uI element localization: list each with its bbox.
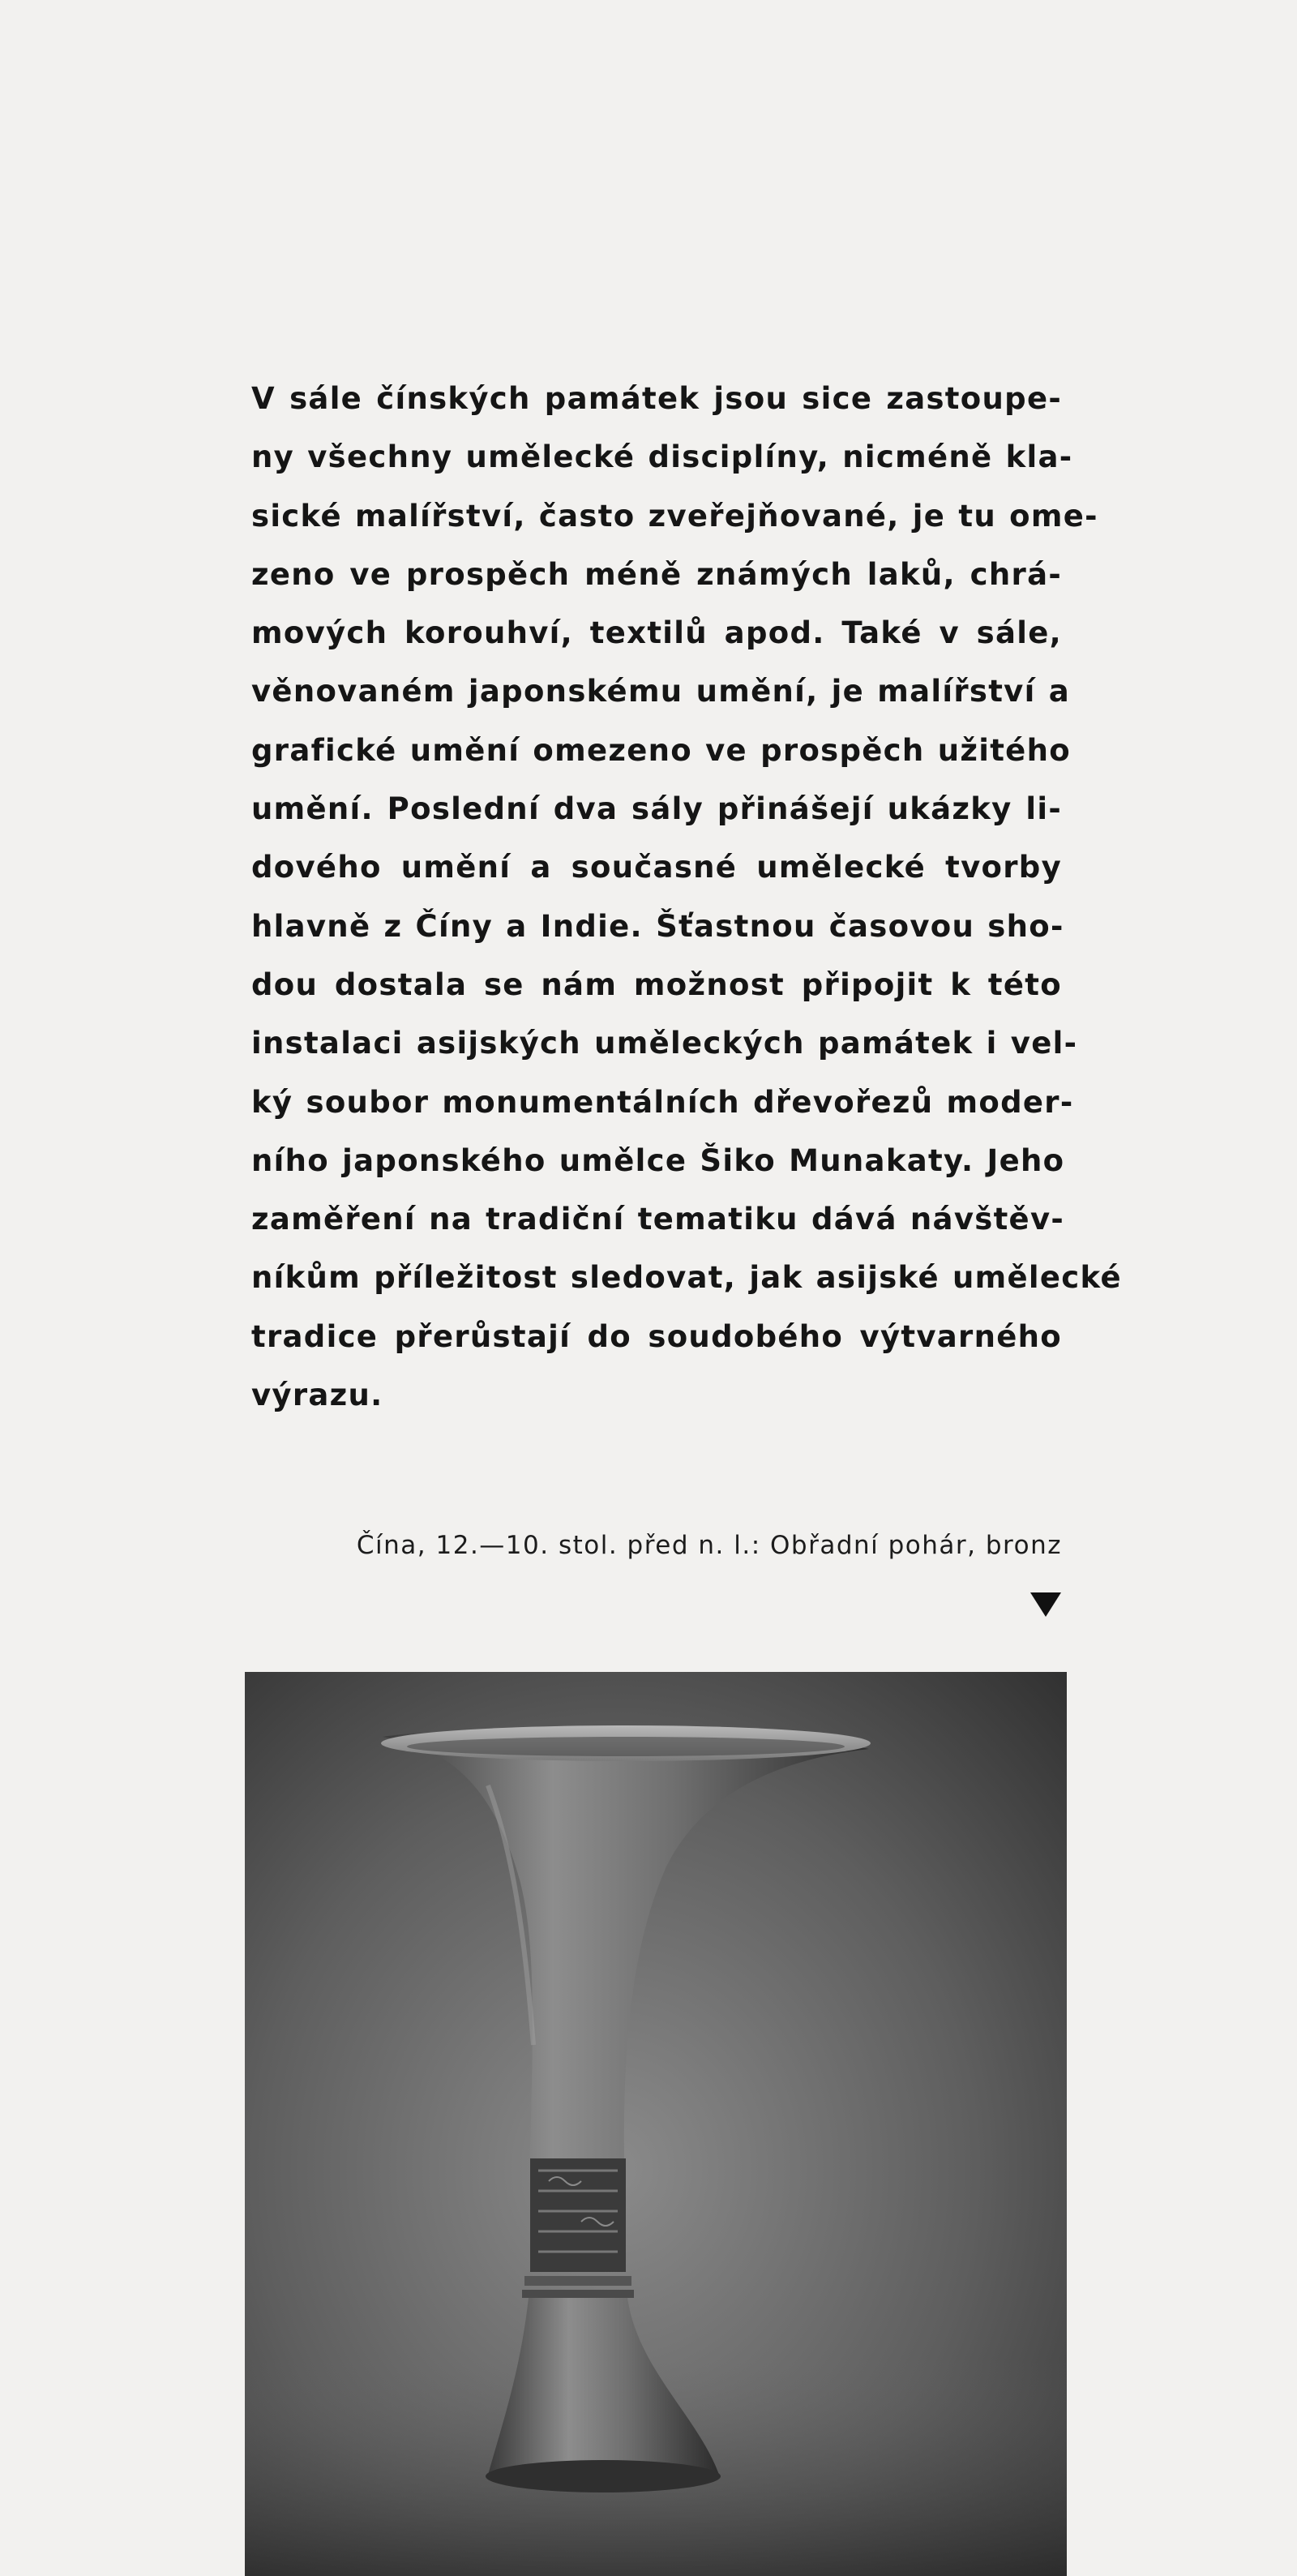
goblet-decor-band — [530, 2158, 626, 2272]
text-line: níkům příležitost sledovat, jak asijské umělecké — [251, 1260, 1122, 1296]
text-line: V sále čínských památek jsou sice zastoupe- — [251, 381, 1062, 416]
photo-caption: Čína, 12.—10. stol. před n. l.: Obřadní pohár, bronz — [356, 1531, 1062, 1560]
text-line: tradice přerůstají do soudobého výtvarného — [251, 1318, 1062, 1354]
text-line: mových korouhví, textilů apod. Také v sále, — [251, 615, 1062, 651]
text-line: věnovaném japonskému umění, je malířství a — [251, 674, 1071, 709]
text-line: instalaci asijských uměleckých památek i vel- — [251, 1026, 1078, 1061]
goblet-opening — [407, 1737, 845, 1756]
text-line: sické malířství, často zveřejňované, je tu ome- — [251, 498, 1098, 534]
text-line: ního japonského umělce Šiko Munakaty. Jeho — [251, 1142, 1065, 1178]
text-line: zaměření na tradiční tematiku dává návštěv- — [251, 1202, 1065, 1237]
text-line: grafické umění omezeno ve prospěch užitého — [251, 732, 1071, 768]
goblet-base — [486, 2460, 721, 2492]
text-line: zeno ve prospěch méně známých laků, chrá- — [251, 556, 1062, 592]
text-line: hlavně z Číny a Indie. Šťastnou časovou sho- — [251, 908, 1064, 944]
text-line: ny všechny umělecké disciplíny, nicméně kla- — [251, 439, 1073, 475]
goblet-ring — [522, 2290, 634, 2298]
text-line: umění. Poslední dva sály přinášejí ukázky li- — [251, 791, 1062, 827]
down-arrow-icon — [1030, 1592, 1061, 1617]
body-text — [251, 370, 1122, 1425]
text-line: výrazu. — [251, 1378, 383, 1413]
goblet-ring — [524, 2276, 631, 2286]
goblet-illustration — [245, 1672, 1067, 2576]
text-line: dou dostala se nám možnost připojit k této — [251, 967, 1062, 1002]
goblet-photo — [245, 1672, 1067, 2576]
text-line: dového umění a současné umělecké tvorby — [251, 850, 1062, 885]
text-line: ký soubor monumentálních dřevořezů moder- — [251, 1084, 1074, 1120]
